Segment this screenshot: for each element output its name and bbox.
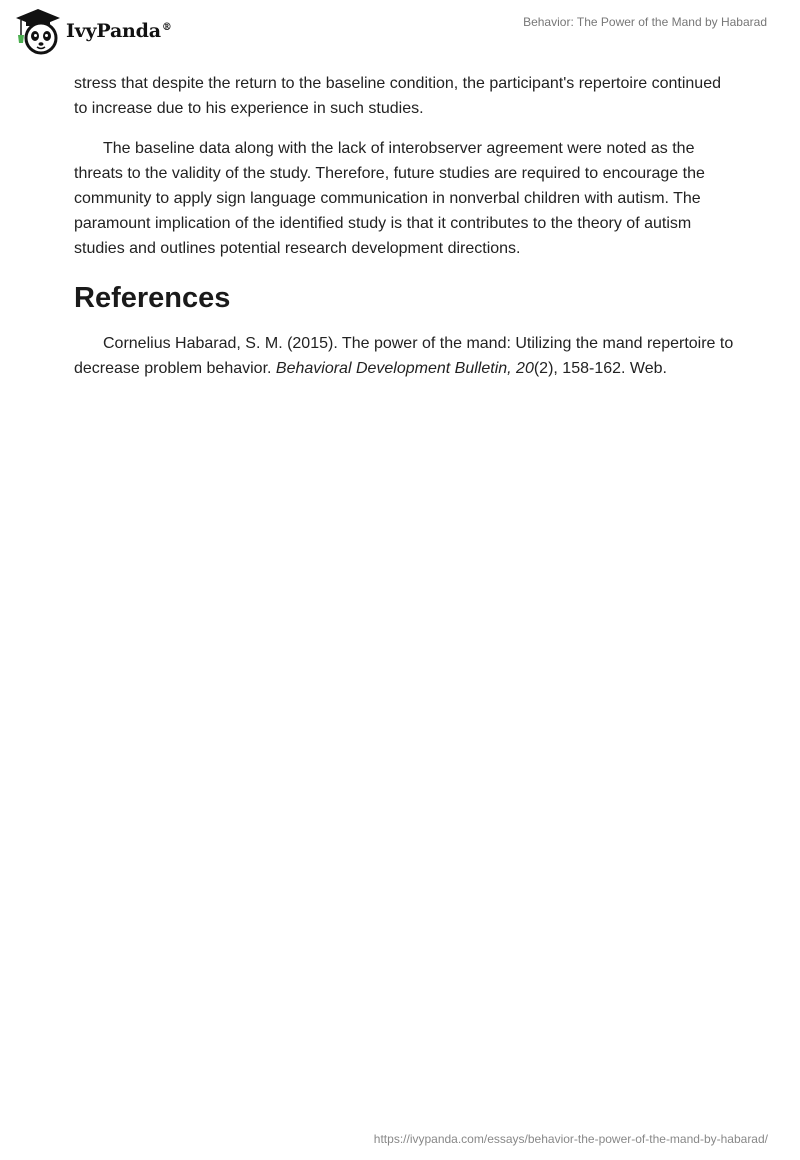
ivypanda-logo[interactable] bbox=[14, 7, 172, 55]
reference-authors-title: Cornelius Habarad, S. M. (2015). The power of the mand: Utilizing the mand repertoire to decrease problem behavior. bbox=[74, 335, 734, 377]
reference-entry bbox=[74, 331, 734, 381]
continuation-paragraph: stress that despite the return to the baseline condition, the participant's repertoire continued to increase due to his experience in such studies. bbox=[74, 75, 721, 117]
footer-url[interactable]: https://ivypanda.com/essays/behavior-the-power-of-the-mand-by-habarad/ bbox=[373, 1132, 768, 1146]
logo-text: IvyPanda® bbox=[66, 20, 172, 42]
reference-issue-pages: (2), 158-162. Web. bbox=[533, 360, 667, 377]
page-header bbox=[0, 0, 800, 62]
panda-graduate-icon bbox=[14, 7, 62, 55]
running-title: Behavior: The Power of the Mand by Habarad bbox=[523, 15, 767, 29]
references-heading: References bbox=[74, 282, 231, 314]
essay-content bbox=[74, 71, 734, 381]
reference-journal: Behavioral Development Bulletin, 20 bbox=[275, 360, 534, 377]
body-paragraph: The baseline data along with the lack of interobserver agreement were noted as the threats to the validity of the study. Therefore, future studies are required to encourage the community to apply sign language communication in nonverbal children with autism. The paramount implication of the identified study is that it contributes to the theory of autism studies and outlines potential research development directions. bbox=[74, 140, 705, 257]
